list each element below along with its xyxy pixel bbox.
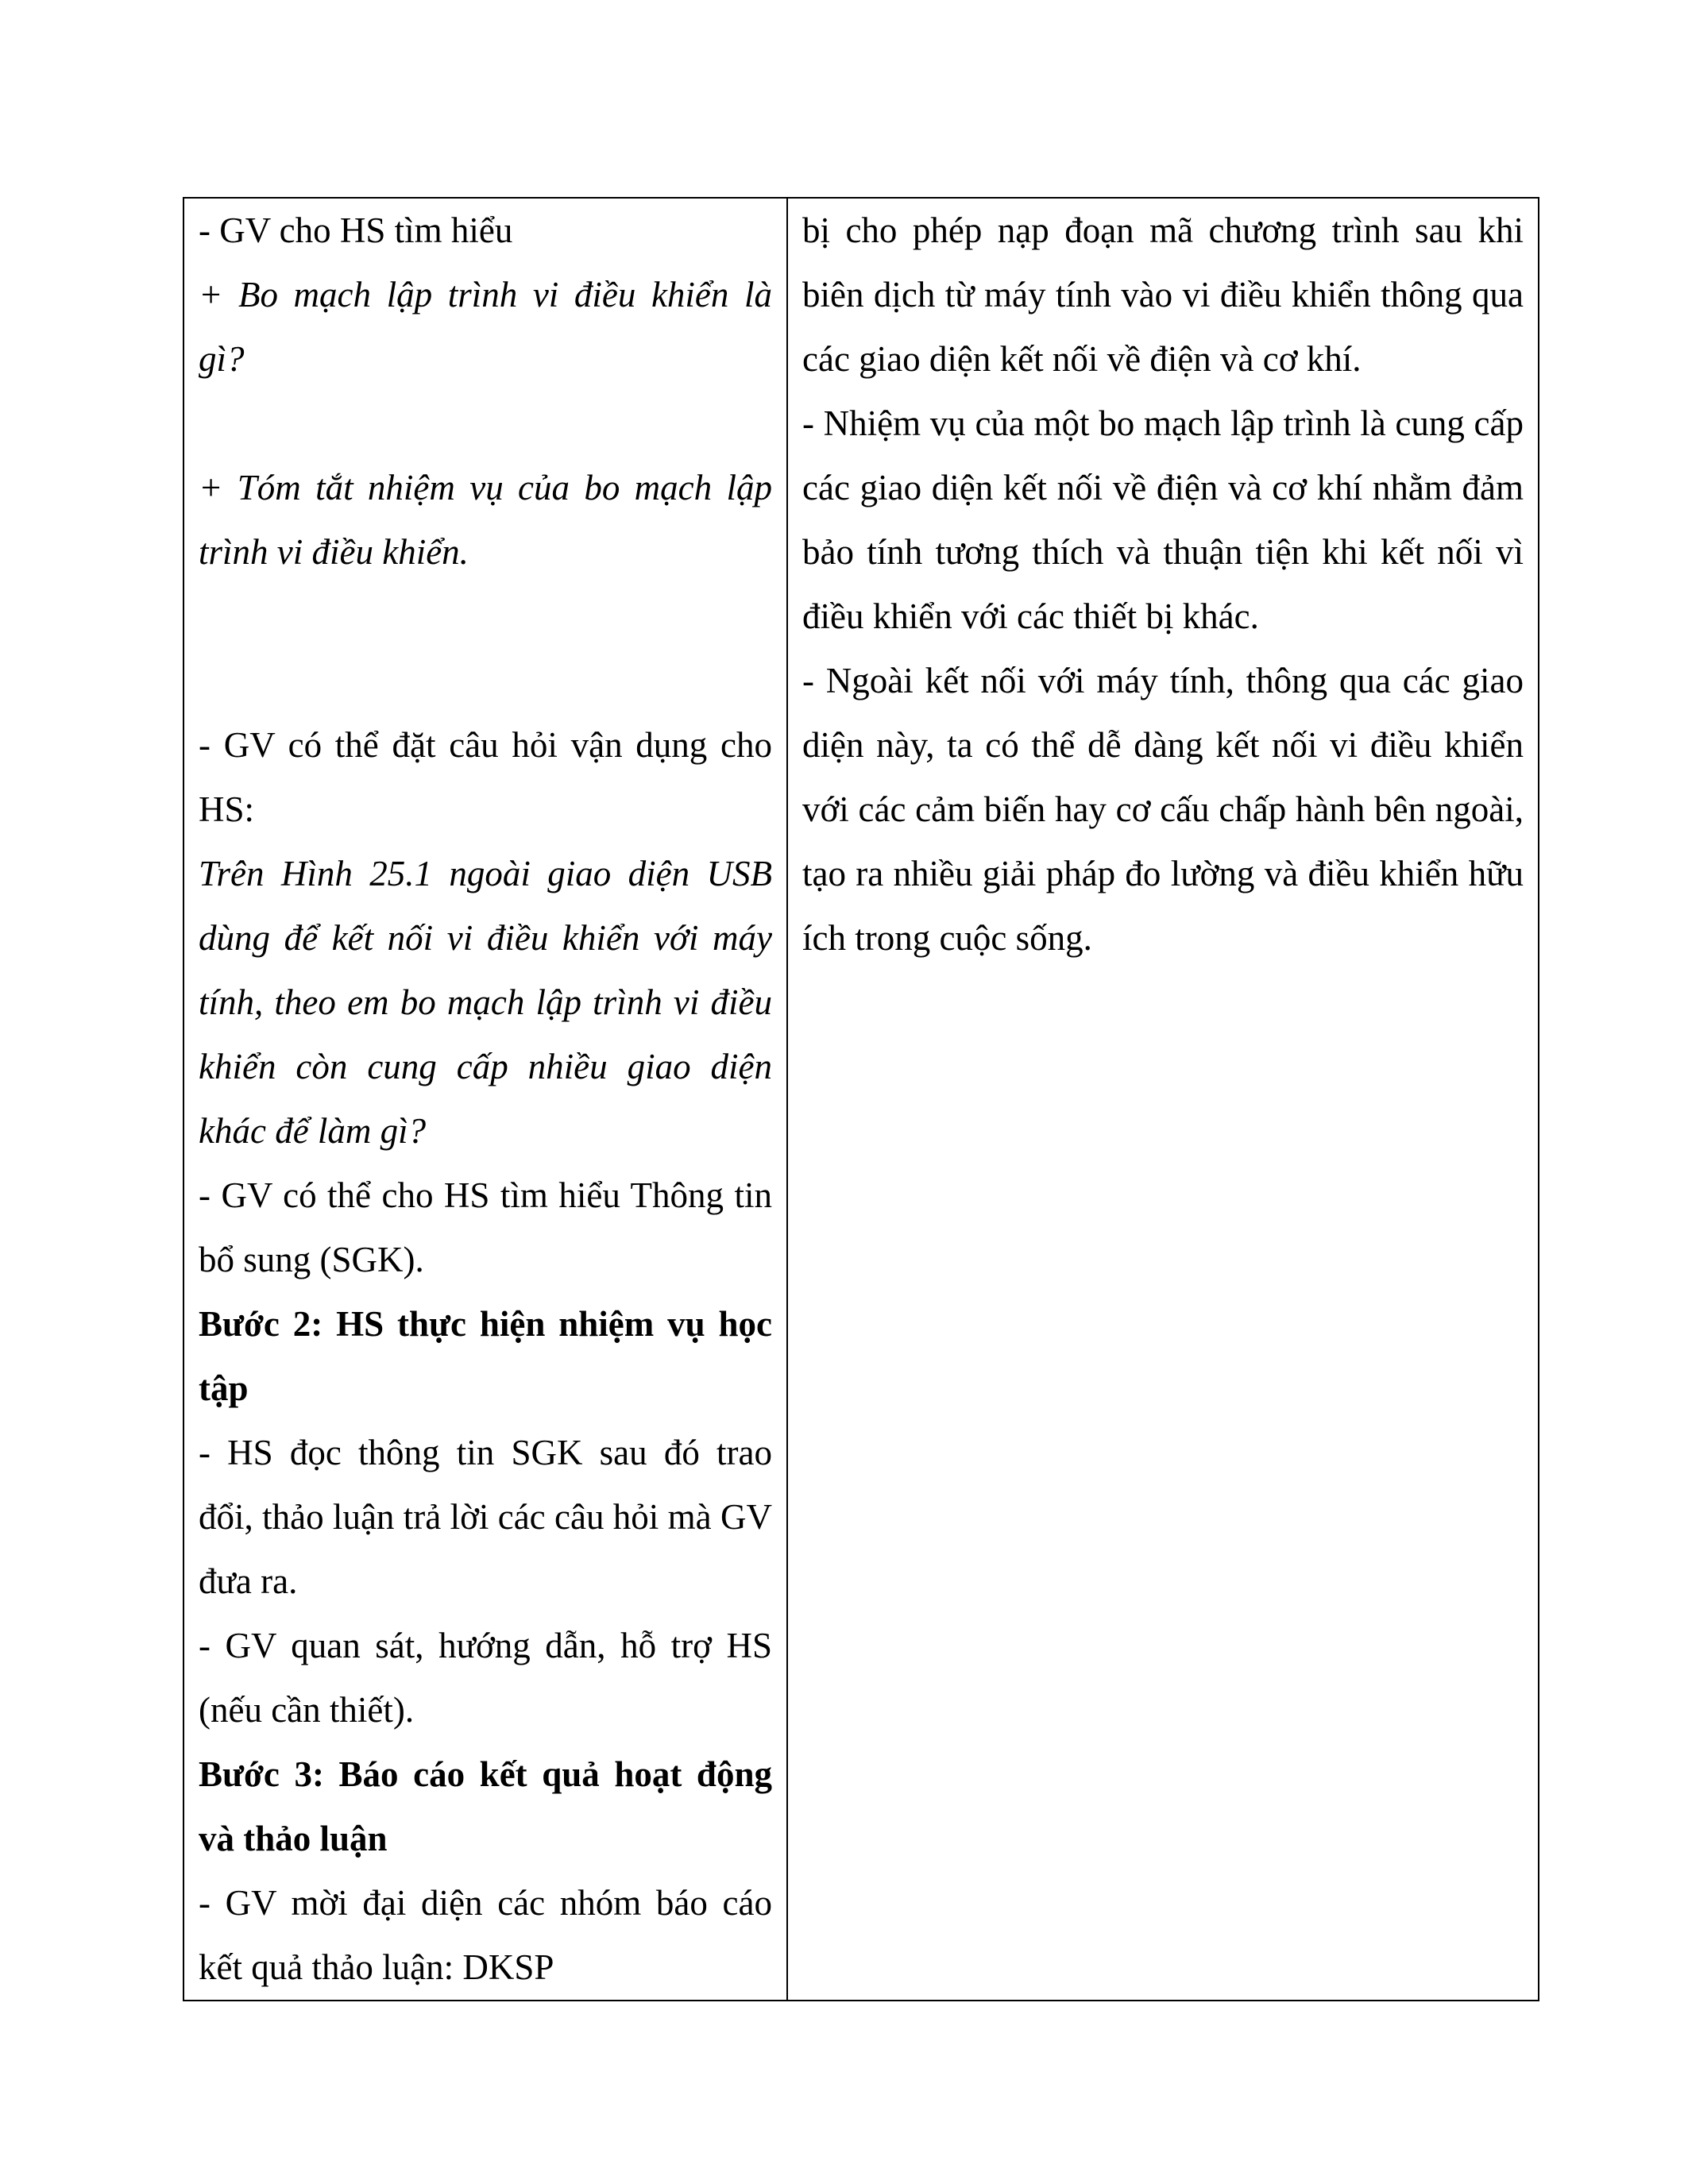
spacer — [199, 392, 772, 456]
left-question-1: + Bo mạch lập trình vi điều khiển là gì? — [199, 275, 772, 379]
left-paragraph-extra-info: - GV có thể cho HS tìm hiểu Thông tin bổ sung (SGK). — [199, 1175, 772, 1279]
left-question-2: + Tóm tắt nhiệm vụ của bo mạch lập trình vi điều khiển. — [199, 468, 772, 572]
left-paragraph-teacher-support: - GV quan sát, hướng dẫn, hỗ trợ HS (nếu cần thiết). — [199, 1626, 772, 1730]
spacer — [199, 585, 772, 713]
left-paragraph-report: - GV mời đại diện các nhóm báo cáo kết quả thảo luận: DKSP — [199, 1883, 772, 1987]
expected-outcome-cell — [787, 198, 1539, 2001]
step-3-heading: Bước 3: Báo cáo kết quả hoạt động và thảo luận — [199, 1754, 772, 1858]
right-paragraph-1: bị cho phép nạp đoạn mã chương trình sau khi biên dịch từ máy tính vào vi điều khiển thông qua các giao diện kết nối về điện và cơ khí. — [802, 210, 1524, 379]
left-paragraph-applied-question: - GV có thể đặt câu hỏi vận dụng cho HS: — [199, 725, 772, 829]
left-paragraph-1: - GV cho HS tìm hiểu — [199, 210, 513, 250]
left-paragraph-students: - HS đọc thông tin SGK sau đó trao đổi, thảo luận trả lời các câu hỏi mà GV đưa ra. — [199, 1433, 772, 1601]
lesson-table — [183, 197, 1539, 2001]
right-paragraph-2: - Nhiệm vụ của một bo mạch lập trình là cung cấp các giao diện kết nối về điện và cơ khí nhằm đảm bảo tính tương thích và thuận tiện khi kết nối vì điều khiển với các thiết bị khác. — [802, 403, 1524, 636]
left-question-3: Trên Hình 25.1 ngoài giao diện USB dùng để kết nối vi điều khiển với máy tính, theo em bo mạch lập trình vi điều khiển còn cung cấp nhiều giao diện khác để làm gì? — [199, 854, 772, 1151]
step-2-heading: Bước 2: HS thực hiện nhiệm vụ học tập — [199, 1304, 772, 1408]
table-row — [183, 198, 1539, 2001]
teacher-activity-cell — [183, 198, 787, 2001]
right-paragraph-3: - Ngoài kết nối với máy tính, thông qua các giao diện này, ta có thể dễ dàng kết nối vi điều khiển với các cảm biến hay cơ cấu chấp hành bên ngoài, tạo ra nhiều giải pháp đo lường và điều khiển hữu ích trong cuộc sống. — [802, 661, 1524, 958]
